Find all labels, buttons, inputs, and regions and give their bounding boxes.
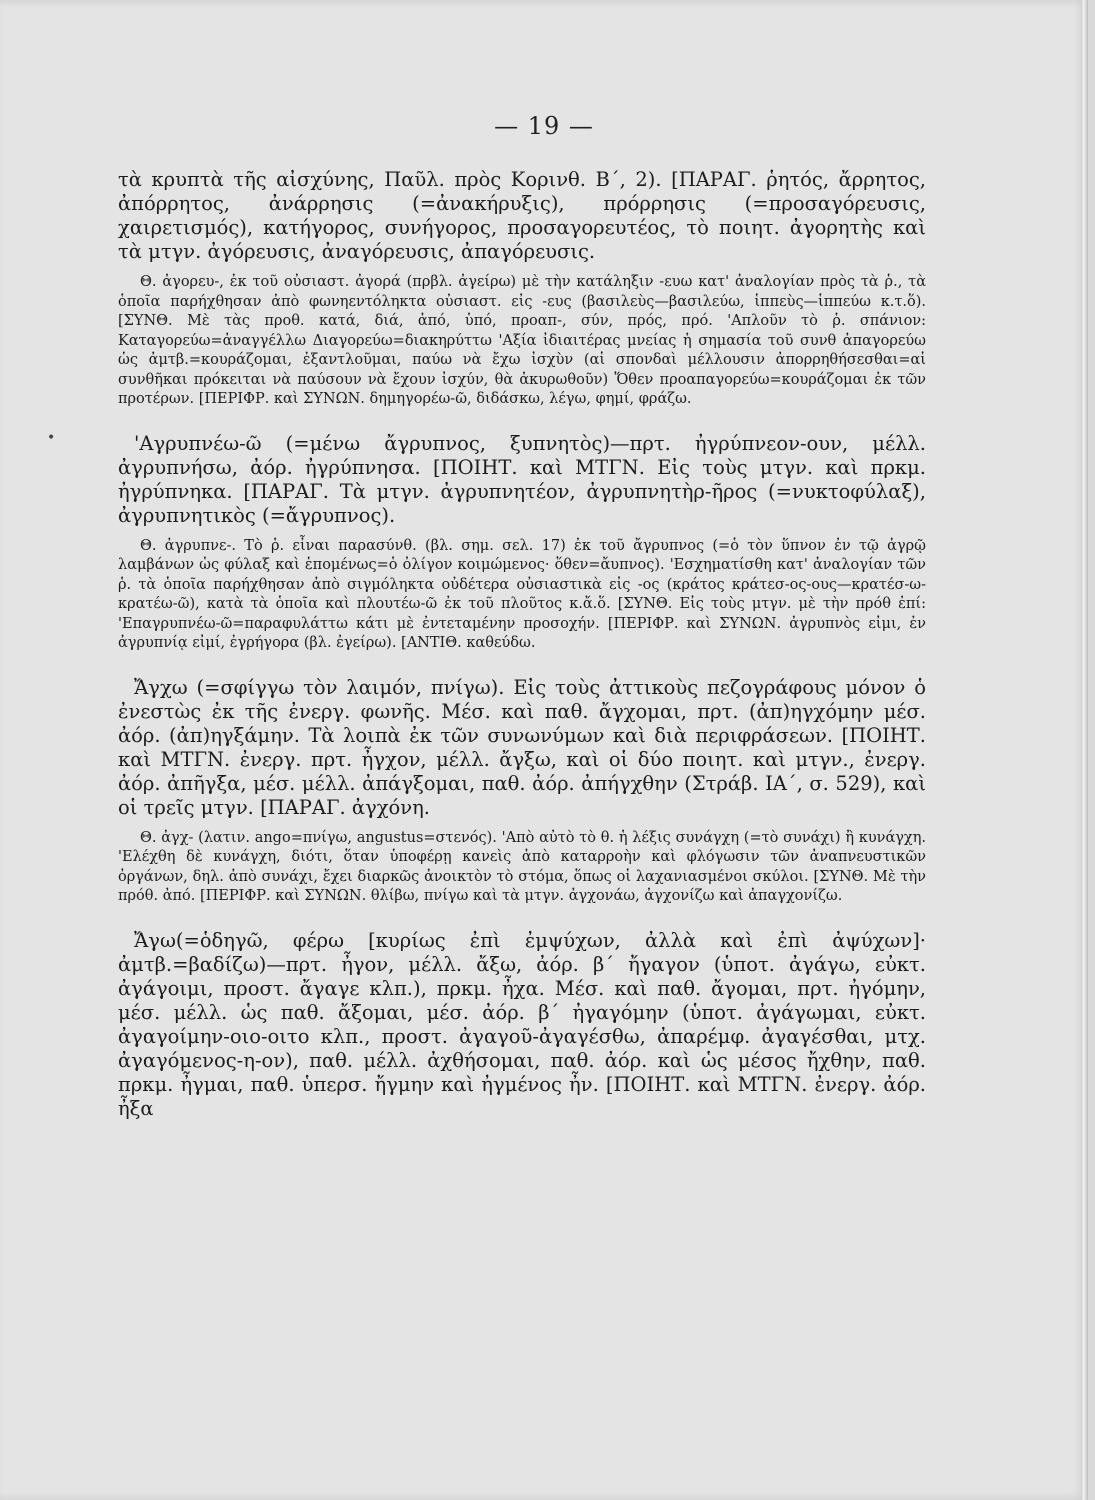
dictionary-text	[118, 168, 926, 1121]
entry-etymology-note: Θ. ἀγρυπνε-. Τὸ ῥ. εἶναι παρασύνθ. (βλ. σημ. σελ. 17) ἐκ τοῦ ἄγρυπνος (=ὁ τὸν ὕπνον ἐν τῷ ἀγρῷ λαμβάνων ὡς φύλαξ καὶ ἑπομένως=ὁ ὀλίγον κοιμώμενος· ὅθεν=ἄυπνος). 'Εσχηματίσθη κατ' ἀναλογίαν τῶν ῥ. τὰ ὁποῖα παρήχθησαν ἀπὸ σιγμόληκτα οὐδέτερα οὐσιαστικὰ εἰς -ος (κράτος κράτεσ-ος-ους—κρατέσ-ω-κρατέω-ῶ), κατὰ τὰ ὁποῖα καὶ πλουτέω-ῶ ἐκ τοῦ πλοῦτος κ.ἄ.ὅ. [ΣΥΝΘ. Εἰς τοὺς μτγν. μὲ τὴν πρόθ ἐπί: 'Επαγρυπνέω-ῶ=παραφυλάττω κάτι μὲ ἐντεταμένην προσοχήν. [ΠΕΡΙΦΡ. καὶ ΣΥΝΩΝ. ἀγρυπνὸς εἰμι, ἐν ἀγρυπνίᾳ εἰμί, ἐγρήγορα (βλ. ἐγείρω). [ΑΝΤΙΘ. καθεύδω.	[118, 537, 926, 651]
entry-agrypneo	[118, 432, 926, 654]
entry-etymology-note: Θ. ἀγορευ-, ἐκ τοῦ οὐσιαστ. ἀγορά (πρβλ. ἀγείρω) μὲ τὴν κατάληξιν -ευω κατ' ἀναλογίαν πρὸς τὰ ῥ., τὰ ὁποῖα παρήχθησαν ἀπὸ φωνηεντόληκτα οὐσιαστ. εἰς -ευς (βασιλεὺς—βασιλεύω, ἱππεὺς—ἱππεύω κ.τ.ὅ). [ΣΥΝΘ. Μὲ τὰς προθ. κατά, διά, ἀπό, ὑπό, προαπ-, σύν, πρός, πρό. 'Απλοῦν τὸ ῥ. σπάνιον: Καταγορεύω=ἀναγγέλλω Διαγορεύω=διακηρύττω 'Αξία ἰδιαιτέρας μνείας ἡ σημασία τοῦ συνθ ἀπαγορεύω ὡς ἀμτβ.=κουράζομαι, ἐξαντλοῦμαι, παύω νὰ ἔχω ἰσχὺν (αἱ σπονδαὶ μέλλουσιν ἀπορρηθήσεσθαι=αἱ συνθῆκαι πρόκειται νὰ παύσουν νὰ ἔχουν ἰσχύν, θὰ ἀκυρωθοῦν) Ὅθεν προαπαγορεύω=κουράζομαι ἐκ τῶν προτέρων. [ΠΕΡΙΦΡ. καὶ ΣΥΝΩΝ. δημηγορέω-ῶ, διδάσκω, λέγω, φημί, φράζω.	[118, 274, 926, 407]
entry-main-text: Ἄγω(=ὁδηγῶ, φέρω [κυρίως ἐπὶ ἐμψύχων, ἀλλὰ καὶ ἐπὶ ἀψύχων]· ἀμτβ.=βαδίζω)—πρτ. ἦγον, μέλλ. ἄξω, ἀόρ. β΄ ἤγαγον (ὑποτ. ἀγάγω, εὐκτ. ἀγάγοιμι, προστ. ἄγαγε κλπ.), πρκμ. ἦχα. Μέσ. καὶ παθ. ἄγομαι, πρτ. ἠγόμην, μέσ. μέλλ. ὡς παθ. ἄξομαι, μέσ. ἀόρ. β΄ ἠγαγόμην (ὑποτ. ἀγάγωμαι, εὐκτ. ἀγαγοίμην-οιο-οιτο κλπ., προστ. ἀγαγοῦ-ἀγαγέσθω, ἀπαρέμφ. ἀγαγέσθαι, μτχ. ἀγαγόμενος-η-ον), παθ. μέλλ. ἀχθήσομαι, παθ. ἀόρ. καὶ ὡς μέσος ἤχθην, παθ. πρκμ. ἦγμαι, παθ. ὑπερσ. ἤγμην καὶ ἠγμένος ἦν. [ΠΟΙΗΤ. καὶ ΜΤΓΝ. ἐνεργ. ἀόρ. ἦξα	[118, 928, 926, 1120]
entry-ancho	[118, 676, 926, 907]
page-number: — 19 —	[494, 112, 594, 140]
entry-main-text: Ἄγχω (=σφίγγω τὸν λαιμόν, πνίγω). Εἰς τοὺς ἀττικοὺς πεζογράφους μόνον ὁ ἐνεστὼς ἐκ τῆς ἐνεργ. φωνῆς. Μέσ. καὶ παθ. ἄγχομαι, πρτ. (ἀπ)ηγχόμην μέσ. ἀόρ. (ἀπ)ηγξάμην. Τὰ λοιπὰ ἐκ τῶν συνωνύμων καὶ διὰ περιφράσεων. [ΠΟΙΗΤ. καὶ ΜΤΓΝ. ἐνεργ. πρτ. ἦγχον, μέλλ. ἄγξω, καὶ οἱ δύο ποιητ. καὶ μτγν., ἐνεργ. ἀόρ. ἀπῆγξα, μέσ. μέλλ. ἀπάγξομαι, παθ. ἀόρ. ἀπήγχθην (Στράβ. ΙΑ΄, σ. 529), καὶ οἱ τρεῖς μτγν. [ΠΑΡΑΓ. ἀγχόνη.	[118, 675, 926, 819]
entry-main-text: 'Αγρυπνέω-ῶ (=μένω ἄγρυπνος, ξυπνητὸς)—πρτ. ἠγρύπνεον-ουν, μέλλ. ἀγρυπνήσω, ἀόρ. ἠγρύπνησα. [ΠΟΙΗΤ. καὶ ΜΤΓΝ. Εἰς τοὺς μτγν. καὶ πρκμ. ἠγρύπνηκα. [ΠΑΡΑΓ. Τὰ μτγν. ἀγρυπνητέον, ἀγρυπνητὴρ-ῆρος (=νυκτοφύλαξ), ἀγρυπνητικὸς (=ἄγρυπνος).	[118, 431, 926, 527]
entry-ago	[118, 929, 926, 1121]
entry-agoreuo-continued	[118, 168, 926, 410]
entry-main-text: τὰ κρυπτὰ τῆς αἰσχύνης, Παῦλ. πρὸς Κορινθ. Β΄, 2). [ΠΑΡΑΓ. ῥητός, ἄρρητος, ἀπόρρητος, ἀνάρρησις (=ἀνακήρυξις), πρόρρησις (=προσαγόρευσις, χαιρετισμός), κατήγορος, συνήγορος, προσαγορευτέος, τὸ ποιητ. ἀγορητὴς καὶ τὰ μτγν. ἀγόρευσις, ἀναγόρευσις, ἀπαγόρευσις.	[118, 168, 926, 263]
page-edge	[1081, 0, 1088, 1500]
entry-etymology-note: Θ. ἀγχ- (λατιν. ango=πνίγω, angustus=στενός). 'Απὸ αὐτὸ τὸ θ. ἡ λέξις συνάγχη (=τὸ συνάχι) ἢ κυνάγχη. 'Ελέχθη δὲ κυνάγχη, διότι, ὅταν ὑποφέρῃ κανεὶς ἀπὸ καταρροὴν καὶ φλόγωσιν τῶν ἀναπνευστικῶν ὀργάνων, δηλ. ἀπὸ συνάχι, ἔχει διαρκῶς ἀνοικτὸν τὸ στόμα, ὅπως οἱ λαχανιασμένοι σκύλοι. [ΣΥΝΘ. Μὲ τὴν πρόθ. ἀπό. [ΠΕΡΙΦΡ. καὶ ΣΥΝΩΝ. θλίβω, πνίγω καὶ τὰ μτγν. ἀγχονάω, ἀγχονίζω καὶ ἀπαγχονίζω.	[118, 829, 926, 904]
margin-marker: •	[47, 430, 56, 446]
